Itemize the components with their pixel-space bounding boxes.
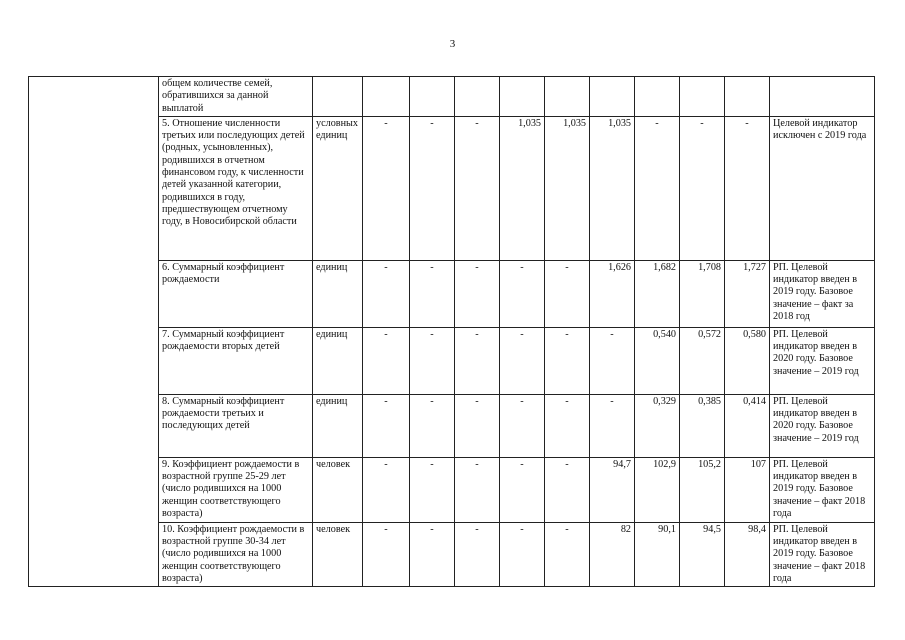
value-cell: 0,572 (680, 327, 725, 394)
value-cell: - (410, 260, 455, 327)
value-cell: - (363, 457, 410, 522)
value-cell: 0,329 (635, 394, 680, 457)
indicator-name: 5. Отношение численности третьих или последующих детей (родных, усыновленных), родившихся в отчетном финансовом году, к численности детей указанной категории, родившихся в году, предшествующем отчетному году, в Новосибирской области (159, 116, 313, 260)
value-cell: 0,414 (725, 394, 770, 457)
value-cell: 1,626 (590, 260, 635, 327)
value-cell (635, 77, 680, 117)
value-cell: - (455, 394, 500, 457)
indicator-note: РП. Целевой индикатор введен в 2019 году. Базовое значение – факт 2018 года (770, 457, 875, 522)
indicator-unit: человек (313, 522, 363, 586)
indicator-unit: единиц (313, 260, 363, 327)
value-cell: 98,4 (725, 522, 770, 586)
value-cell: - (545, 394, 590, 457)
indicator-name: 7. Суммарный коэффициент рождаемости вторых детей (159, 327, 313, 394)
value-cell: 102,9 (635, 457, 680, 522)
value-cell: - (455, 260, 500, 327)
goal-cell (29, 77, 159, 587)
value-cell: - (455, 457, 500, 522)
indicator-name: 9. Коэффициент рождаемости в возрастной группе 25-29 лет (число родившихся на 1000 женщин соответствующего возраста) (159, 457, 313, 522)
value-cell: 105,2 (680, 457, 725, 522)
value-cell: - (410, 522, 455, 586)
value-cell: - (590, 394, 635, 457)
value-cell: - (455, 116, 500, 260)
value-cell (680, 77, 725, 117)
indicator-note: РП. Целевой индикатор введен в 2020 году. Базовое значение – 2019 год (770, 327, 875, 394)
value-cell: - (410, 116, 455, 260)
indicator-unit: единиц (313, 394, 363, 457)
value-cell (410, 77, 455, 117)
value-cell: - (545, 457, 590, 522)
value-cell: - (455, 522, 500, 586)
value-cell: 94,5 (680, 522, 725, 586)
value-cell: 1,035 (590, 116, 635, 260)
value-cell: 1,682 (635, 260, 680, 327)
value-cell: - (363, 394, 410, 457)
value-cell: 90,1 (635, 522, 680, 586)
value-cell: - (500, 522, 545, 586)
indicator-unit: человек (313, 457, 363, 522)
value-cell: 0,540 (635, 327, 680, 394)
value-cell (455, 77, 500, 117)
value-cell (545, 77, 590, 117)
value-cell: 107 (725, 457, 770, 522)
value-cell: - (410, 394, 455, 457)
indicator-unit: условных единиц (313, 116, 363, 260)
indicator-unit (313, 77, 363, 117)
value-cell: 0,580 (725, 327, 770, 394)
value-cell: 1,035 (545, 116, 590, 260)
indicator-name: 10. Коэффициент рождаемости в возрастной группе 30-34 лет (число родившихся на 1000 женщин соответствующего возраста) (159, 522, 313, 586)
indicator-note: Целевой индикатор исключен с 2019 года (770, 116, 875, 260)
indicator-name: общем количестве семей, обратившихся за данной выплатой (159, 77, 313, 117)
indicators-table (28, 76, 875, 587)
value-cell: - (680, 116, 725, 260)
value-cell: - (500, 394, 545, 457)
value-cell: 1,708 (680, 260, 725, 327)
value-cell: - (410, 457, 455, 522)
value-cell (725, 77, 770, 117)
value-cell: - (500, 260, 545, 327)
indicator-note: РП. Целевой индикатор введен в 2020 году. Базовое значение – 2019 год (770, 394, 875, 457)
value-cell: 1,035 (500, 116, 545, 260)
value-cell: - (590, 327, 635, 394)
value-cell: - (545, 522, 590, 586)
value-cell: - (363, 116, 410, 260)
value-cell: - (363, 522, 410, 586)
value-cell: - (545, 260, 590, 327)
value-cell: - (545, 327, 590, 394)
value-cell: - (725, 116, 770, 260)
value-cell: 0,385 (680, 394, 725, 457)
indicator-note: РП. Целевой индикатор введен в 2019 году. Базовое значение – факт 2018 года (770, 522, 875, 586)
indicator-name: 6. Суммарный коэффициент рождаемости (159, 260, 313, 327)
value-cell: - (500, 327, 545, 394)
value-cell: - (410, 327, 455, 394)
page-number: 3 (449, 38, 456, 50)
table-row (29, 77, 875, 117)
value-cell: - (455, 327, 500, 394)
value-cell: - (500, 457, 545, 522)
value-cell (500, 77, 545, 117)
value-cell (363, 77, 410, 117)
indicator-unit: единиц (313, 327, 363, 394)
value-cell: - (363, 260, 410, 327)
indicator-note (770, 77, 875, 117)
indicator-note: РП. Целевой индикатор введен в 2019 году. Базовое значение – факт за 2018 год (770, 260, 875, 327)
value-cell: 1,727 (725, 260, 770, 327)
value-cell (590, 77, 635, 117)
value-cell: 94,7 (590, 457, 635, 522)
value-cell: - (635, 116, 680, 260)
value-cell: 82 (590, 522, 635, 586)
value-cell: - (363, 327, 410, 394)
indicator-name: 8. Суммарный коэффициент рождаемости третьих и последующих детей (159, 394, 313, 457)
